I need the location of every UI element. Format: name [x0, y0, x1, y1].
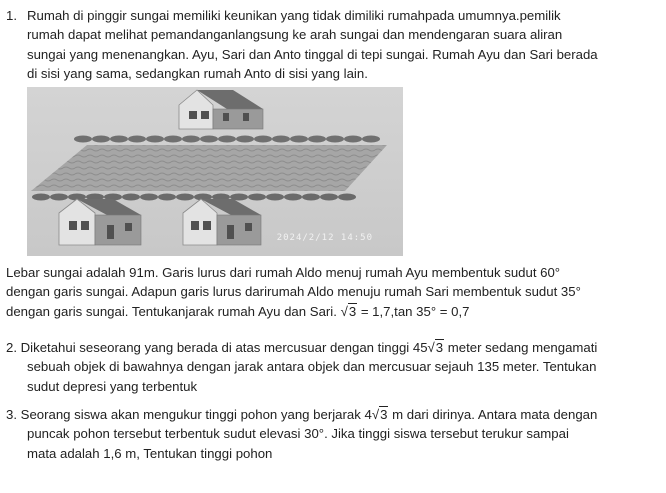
text-line: [6, 302, 660, 321]
question-3: [6, 405, 660, 463]
text-line: rumah dapat melihat pemandanganlangsung ke arah sungai dan mendengaran suara aliran: [27, 27, 563, 43]
text-line: sebuah objek di bawahnya dengan jarak antara objek dan mercusuar sejauh 135 meter. Tentukan: [27, 359, 597, 375]
question-2: [6, 338, 660, 396]
text-line: di sisi yang sama, sedangkan rumah Anto di sisi yang lain.: [27, 66, 368, 82]
text-line: [6, 338, 660, 357]
river: [31, 145, 387, 191]
text-line: [6, 405, 660, 424]
text-line: sudut depresi yang terbentuk: [27, 378, 198, 394]
sqrt-radicand: 3: [435, 340, 444, 355]
text-line: sungai yang menenangkan. Ayu, Sari dan Anto tinggal di tepi sungai. Rumah Ayu dan Sari berada: [27, 46, 598, 62]
stone-row-top: [74, 136, 380, 143]
text-line: dengan garis sungai. Adapun garis lurus darirumah Aldo menuju rumah Sari membentuk sudut 35°: [6, 284, 581, 300]
text-line: Lebar sungai adalah 91m. Garis lurus dari rumah Aldo menuj rumah Ayu membentuk sudut 60°: [6, 265, 561, 280]
text-segment: = 1,7,tan 35° = 0,7: [357, 303, 470, 319]
text-line: Rumah di pinggir sungai memiliki keunikan yang tidak dimiliki rumahpada umumnya.pemilik: [27, 8, 561, 23]
sqrt-expression: √3: [340, 303, 357, 319]
text-segment: dengan garis sungai. Tentukanjarak rumah Ayu dan Sari.: [6, 303, 337, 319]
sqrt-radicand: 3: [348, 303, 357, 319]
question-1-continued: [6, 263, 660, 321]
timestamp-watermark: 2024/2/12 14:50: [276, 232, 373, 243]
text-line: puncak pohon tersebut terbentuk sudut elevasi 30°. Jika tinggi siswa tersebut terukur sampai: [27, 426, 569, 442]
text-segment: m dari dirinya. Antara mata dengan: [388, 407, 598, 422]
sqrt-expression: √3: [371, 407, 388, 422]
text-segment: 2. Diketahui seseorang yang berada di atas mercusuar dengan tinggi 45: [6, 340, 428, 355]
question-1: [6, 6, 660, 84]
sqrt-expression: √3: [427, 340, 444, 355]
river-houses-illustration: [27, 87, 403, 256]
question-1-text: [27, 6, 660, 84]
text-line: mata adalah 1,6 m, Tentukan tinggi pohon: [27, 445, 273, 461]
text-segment: 3. Seorang siswa akan mengukur tinggi pohon yang berjarak 4: [6, 407, 372, 422]
question-number: 1.: [6, 8, 17, 23]
text-segment: meter sedang mengamati: [444, 340, 598, 355]
sqrt-radicand: 3: [380, 407, 388, 422]
